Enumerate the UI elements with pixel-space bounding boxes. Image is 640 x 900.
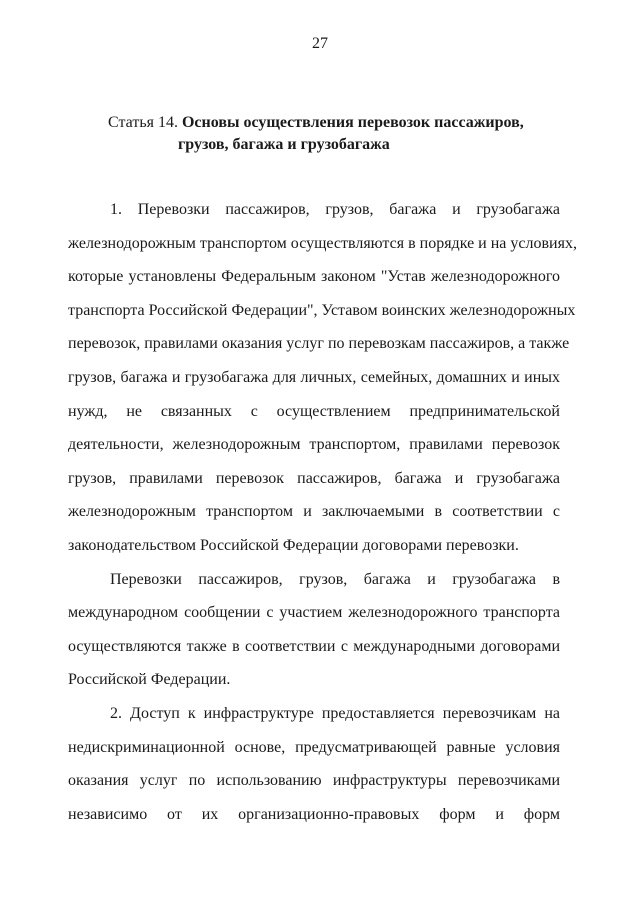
paragraph-2-line: Российской Федерации. <box>68 671 231 689</box>
article-heading <box>108 112 568 156</box>
paragraph-3-line: недискриминационной основе, предусматривающей равные условия <box>68 738 560 756</box>
paragraph-3-line: независимо от их организационно-правовых форм и форм <box>68 805 560 823</box>
paragraph-2-line: международном сообщении с участием железнодорожного транспорта <box>68 604 560 622</box>
paragraph-1-line: грузов, правилами перевозок пассажиров, багажа и грузобагажа <box>68 469 560 487</box>
paragraph-1-line: железнодорожным транспортом осуществляются в порядке и на условиях, <box>68 234 577 252</box>
article-title-line-2: грузов, багажа и грузобагажа <box>178 136 390 153</box>
paragraph-1-line: перевозок, правилами оказания услуг по перевозкам пассажиров, а также <box>68 335 570 353</box>
paragraph-2-line: Перевозки пассажиров, грузов, багажа и грузобагажа в <box>110 570 560 588</box>
paragraph-1-line: деятельности, железнодорожным транспортом, правилами перевозок <box>68 436 560 454</box>
page-number: 27 <box>312 35 328 52</box>
paragraph-3-line: 2. Доступ к инфраструктуре предоставляется перевозчикам на <box>110 704 560 722</box>
paragraph-1-line: 1. Перевозки пассажиров, грузов, багажа и грузобагажа <box>110 201 560 218</box>
paragraph-1-line: которые установлены Федеральным законом "Устав железнодорожного <box>68 268 560 286</box>
paragraph-2-line: осуществляются также в соответствии с международными договорами <box>68 637 560 655</box>
paragraph-3-line: оказания услуг по использованию инфраструктуры перевозчиками <box>68 772 560 790</box>
article-number: Статья 14. <box>108 114 178 131</box>
paragraph-1-line: железнодорожным транспортом и заключаемыми в соответствии с <box>68 503 560 521</box>
paragraph-1-line: грузов, багажа и грузобагажа для личных, семейных, домашних и иных <box>68 368 560 386</box>
article-body <box>68 193 577 831</box>
article-title-line-1: Основы осуществления перевозок пассажиров, <box>181 114 524 131</box>
paragraph-1-line: транспорта Российской Федерации", Уставом воинских железнодорожных <box>68 301 576 319</box>
paragraph-1-line: нужд, не связанных с осуществлением предпринимательской <box>68 402 560 420</box>
paragraph-1-line: законодательством Российской Федерации договорами перевозки. <box>68 536 519 554</box>
